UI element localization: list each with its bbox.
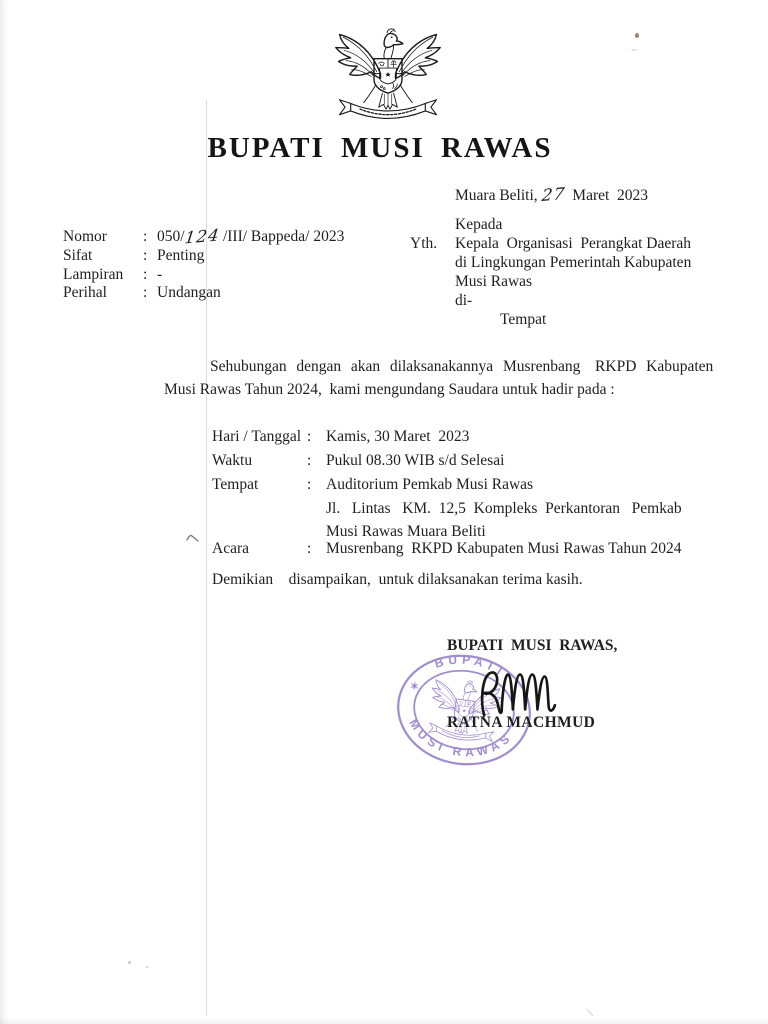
meta-row-perihal [63, 283, 344, 302]
recipient-line3: Musi Rawas [455, 273, 533, 290]
detail-tempat-address-line2: Jl. Lintas KM. 12,5 Kompleks Perkantoran Pemkab [326, 500, 682, 517]
signatory-name: RATNA MACHMUD [447, 714, 596, 731]
recipient-line2: di Lingkungan Pemerintah Kabupaten [455, 254, 692, 271]
scan-speck [635, 33, 639, 38]
signatory-title: BUPATI MUSI RAWAS, [447, 637, 618, 654]
meta-label: Sifat [63, 246, 93, 264]
pen-tick-mark [186, 532, 199, 543]
closing-sentence: Demikian disampaikan, untuk dilaksanakan terima kasih. [212, 571, 583, 588]
recipient-yth-line [410, 234, 710, 253]
recipient-block [410, 215, 710, 329]
detail-colon: : [307, 476, 312, 493]
meta-row-lampiran [63, 265, 344, 284]
meta-value: - [157, 265, 163, 283]
opening-paragraph-line2: Musi Rawas Tahun 2024, kami mengundang Saudara untuk hadir pada : [164, 381, 615, 398]
meta-value-suffix: /III/ Bappeda/ 2023 [219, 228, 345, 245]
recipient-line5: Tempat [500, 311, 547, 328]
dateline-handwritten-day: 27 [540, 184, 566, 205]
detail-row-hari-tanggal [212, 427, 469, 446]
meta-row-sifat [63, 246, 344, 265]
scan-speck [145, 966, 149, 968]
dateline-place: Muara Beliti, [455, 187, 538, 204]
stamp-top-text: BUPATI [432, 652, 509, 680]
detail-row-tempat [212, 475, 533, 494]
detail-label: Waktu [212, 452, 253, 469]
detail-label: Acara [212, 540, 249, 557]
meta-value: Penting [157, 246, 205, 264]
detail-value: Musrenbang RKPD Kabupaten Musi Rawas Tahun 2024 [326, 540, 682, 557]
detail-value: Auditorium Pemkab Musi Rawas [326, 476, 534, 493]
scan-artifact-vertical-line [206, 100, 207, 1015]
meta-label: Lampiran [63, 265, 124, 283]
letterhead-title: BUPATI MUSI RAWAS [207, 132, 553, 164]
scan-speck [586, 1009, 594, 1017]
recipient-line1: Kepala Organisasi Perangkat Daerah [455, 235, 691, 252]
stamp-bottom-text: MUSI RAWAS [406, 716, 516, 760]
detail-value: Pukul 08.30 WIB s/d Selesai [326, 452, 505, 469]
garuda-pancasila-emblem-icon [332, 27, 444, 124]
scan-speck [128, 961, 131, 964]
detail-label: Tempat [212, 476, 259, 493]
meta-handwritten-number: 124 [183, 225, 221, 248]
detail-tempat-address-line3: Musi Rawas Muara Beliti [326, 523, 486, 540]
detail-row-acara [212, 539, 682, 558]
meta-colon: : [143, 228, 148, 245]
dateline-month-year: Maret 2023 [568, 187, 649, 204]
recipient-yth: Yth. [410, 235, 438, 252]
meta-colon: : [143, 265, 148, 283]
stamp-star-icon: ✶ [408, 680, 420, 694]
opening-paragraph-line1: Sehubungan dengan akan dilaksanakannya Musrenbang RKPD Kabupaten [210, 358, 714, 375]
recipient-kepada: Kepada [455, 216, 503, 233]
meta-label: Nomor [63, 228, 107, 245]
detail-row-waktu [212, 451, 504, 470]
dateline [455, 185, 648, 205]
scan-speck [631, 49, 637, 51]
meta-colon: : [143, 284, 148, 302]
meta-label: Perihal [63, 284, 107, 302]
meta-row-nomor [63, 227, 344, 246]
meta-colon: : [143, 246, 148, 264]
detail-label: Hari / Tanggal [212, 428, 302, 445]
detail-colon: : [307, 540, 312, 557]
meta-value-prefix: 050/ [157, 228, 185, 245]
detail-colon: : [307, 452, 312, 469]
letter-meta-block [63, 227, 344, 302]
recipient-line4: di- [455, 292, 473, 309]
detail-colon: : [307, 428, 312, 445]
meta-value: Undangan [157, 284, 221, 302]
detail-value: Kamis, 30 Maret 2023 [326, 428, 470, 445]
